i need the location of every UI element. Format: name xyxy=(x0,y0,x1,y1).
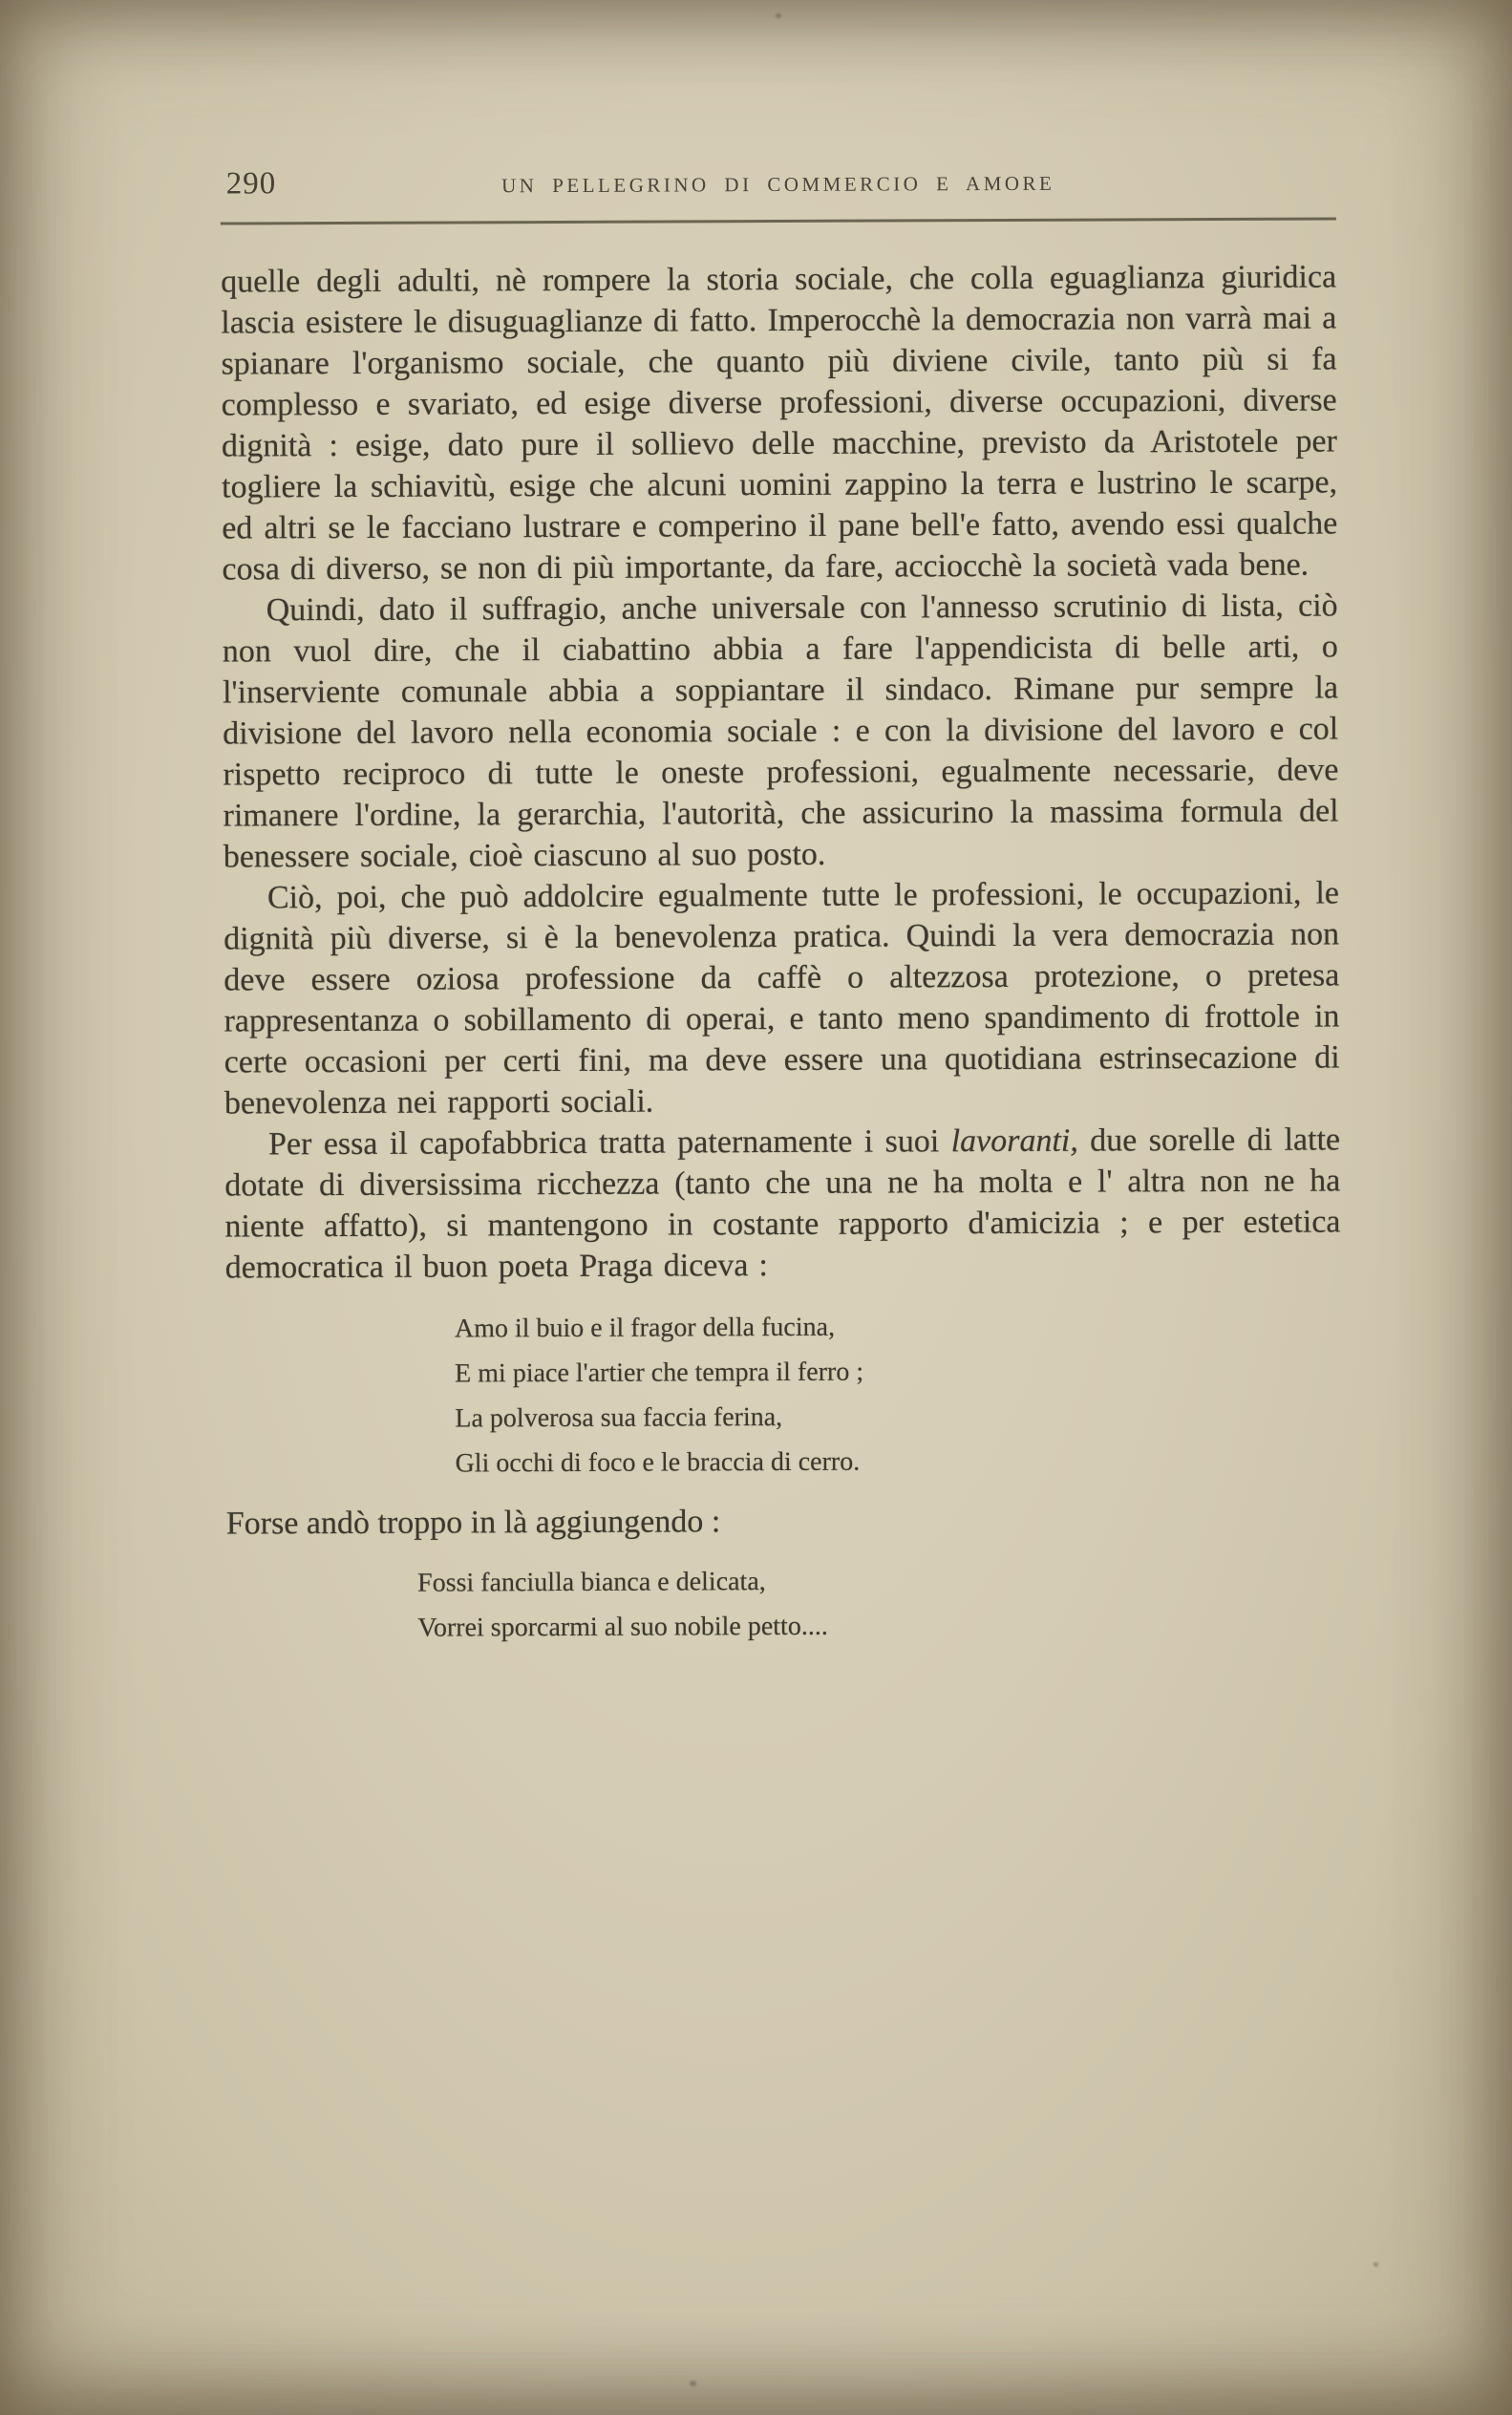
poem-line: Vorrei sporcarmi al suo nobile petto.... xyxy=(417,1611,828,1643)
paragraph-2: Quindi, dato il suffragio, anche universale con l'annesso scrutinio di lista, ciò non vuol dire, che il ciabattino abbia a fare l'appendicista di belle arti, o l'inserviente comunale abbia a soppiantare il sindaco. Rimane pur sempre la divisione del lavoro nella economia sociale : e con la divisione del lavoro e col rispetto reciproco di tutte le oneste professioni, egualmente necessarie, deve rimanere l'ordine, la gerarchia, l'autorità, che assicurino la massima formula del benessere sociale, cioè ciascuno al suo posto. xyxy=(222,588,1339,875)
scan-speck xyxy=(690,2381,696,2386)
poem-line: E mi piace l'artier che tempra il ferro ; xyxy=(455,1357,864,1389)
paragraph-3: Ciò, poi, che può addolcire egualmente tutte le professioni, le occupazioni, le dignità più diverse, si è la benevolenza pratica. Quindi la vera democrazia non deve essere oziosa professione da caffè o altezzosa protezione, o pretesa rappresentanza o sobillamento di operai, e tanto meno spandimento di frottole in certe occasioni per certi fini, ma deve essere una quotidiana estrinsecazione di benevolenza nei rapporti sociali. xyxy=(224,875,1340,1122)
page-number: 290 xyxy=(225,166,277,202)
poem-line: La polverosa sua faccia ferina, xyxy=(455,1402,783,1434)
poem-stanza-2 xyxy=(417,1556,1342,1650)
poem-line: Amo il buio e il fragor della fucina, xyxy=(454,1312,836,1344)
running-title: UN PELLEGRINO DI COMMERCIO E AMORE xyxy=(501,171,1055,198)
body-text xyxy=(221,256,1341,1288)
paragraph-1: quelle degli adulti, nè rompere la storia sociale, che colla eguaglianza giuridica lascia esistere le disuguaglianze di fatto. Imperocchè la democrazia non varrà mai a spianare l'organismo sociale, che quanto più diviene civile, tanto più si fa complesso e svariato, ed esige diverse professioni, diverse occupazioni, diverse dignità : esige, dato pure il sollievo delle macchine, previsto da Aristotele per togliere la schiavitù, esige che alcuni uomini zappino la terra e lustrino le scarpe, ed altri se le facciano lustrare e comperino il pane bell'e fatto, avendo essi qualche cosa di diverso, se non di più importante, da fare, acciocchè la società vada bene. xyxy=(221,259,1338,588)
page-header xyxy=(221,158,1336,214)
page-content xyxy=(221,158,1343,1651)
paragraph-4-text: Per essa il capofabbrica tratta paternamente i suoi xyxy=(268,1123,951,1163)
interlude-line: Forse andò troppo in là aggiungendo : xyxy=(225,1504,721,1542)
italic-word-lavoranti: lavoranti, xyxy=(950,1122,1078,1160)
scan-speck xyxy=(1374,2262,1378,2267)
poem-line: Gli occhi di foco e le braccia di cerro. xyxy=(455,1446,861,1479)
scan-speck xyxy=(776,13,781,18)
header-rule xyxy=(221,217,1336,224)
poem-stanza-1 xyxy=(455,1302,1342,1485)
paragraph-4 xyxy=(224,1119,1341,1288)
poem-line: Fossi fanciulla bianca e delicata, xyxy=(417,1567,766,1598)
paragraph-4-text: due sorelle di latte dotate di diversissima ricchezza (tanto che una ne ha molta e l' altra non ne ha niente affatto), si mantengono in costante rapporto d'amicizia ; e per estetica democratica il buon poeta Praga diceva : xyxy=(224,1122,1341,1286)
